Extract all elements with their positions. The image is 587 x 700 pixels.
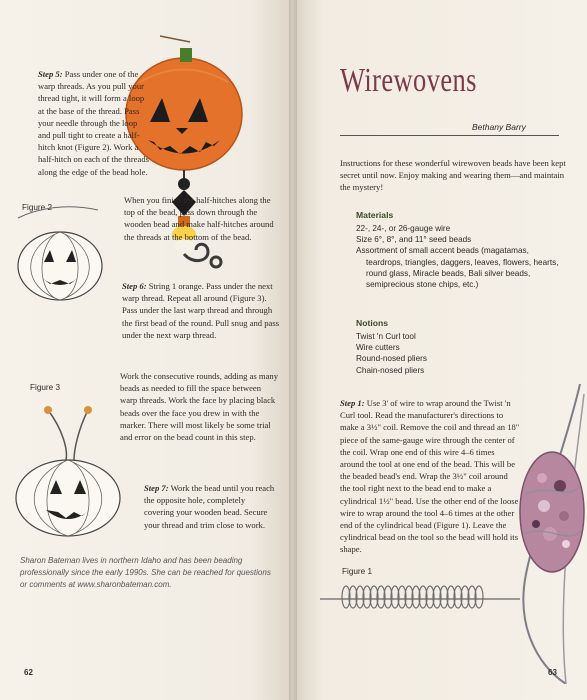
notions-item: Chain-nosed pliers: [356, 365, 425, 375]
article-title: Wirewovens: [340, 62, 477, 99]
figure1-label: Figure 1: [342, 567, 373, 576]
figure3-pumpkin-illustration: [8, 390, 126, 540]
figure2-caption-text: When you finish the half-hitches along the top of the bead, pass down through the wooden bead and make half-hitches around the threads at the bottom of the bead.: [124, 195, 274, 242]
step5-body: Pass under one of the warp threads. As you pull your thread tight, it will form a loop at the base of the thread. Pass your needle through the loop and pull tight to create a half-hitch knot (Figure 2). Work a half-hitch on each of the threads along the edge of the bead hole.: [38, 69, 149, 177]
notions-item: Twist 'n Curl tool: [356, 332, 416, 341]
step7-text: [144, 482, 276, 531]
intro-paragraph: Instructions for these wonderful wirewoven beads have been kept secret until now. Enjoy making and wearing them—and maintain the mystery!: [340, 158, 566, 193]
article-author: Bethany Barry: [472, 122, 526, 132]
book-gutter: [289, 0, 297, 700]
figure1-coil-illustration: [320, 575, 520, 620]
notions-item: Round-nosed pliers: [356, 354, 428, 364]
notions-list: [356, 331, 556, 376]
step6-text: [122, 280, 282, 341]
step5-label: Step 5:: [38, 69, 63, 79]
page-number-right: 63: [548, 668, 557, 677]
title-rule: [340, 135, 559, 136]
right-step1-body: Use 3' of wire to wrap around the Twist 'n Curl tool. Read the manufacturer's directions to make a 3½" coil. Remove the coil and thread an 18" piece of the same-gauge wire through the center of the coil. Wrap one end of this wire 4–6 times around the tool at one end of the bead. This will be the beaded bead's end. Wrap the 3½" coil around the tool right next to the bead end to make a cylindrical 1½" bead. Use the other end of the loose wire to wrap around the tool 4–6 times at the other end of the cylindrical bead (Figure 1). Leave the cylindrical bead on the tool so the bead will hold its shape.: [340, 398, 520, 555]
materials-item: round glass, Miracle beads, Bali silver beads,: [366, 268, 531, 278]
materials-item: Size 6°, 8°, and 11° seed beads: [356, 235, 472, 245]
right-step1-label: Step 1:: [340, 398, 365, 408]
step6-label: Step 6:: [122, 281, 147, 291]
page-number-left: 62: [24, 668, 33, 677]
notions-item: Wire cutters: [356, 343, 400, 353]
wirewoven-bead-photo: [506, 384, 587, 684]
materials-item: 22-, 24-, or 26-gauge wire: [356, 224, 451, 233]
step6-body: String 1 orange. Pass under the next warp thread. Repeat all around (Figure 3). Pass under the last warp thread and through the first bead of the round. Pull snug and pass under the next warp thread.: [122, 281, 280, 340]
figure2-label: Figure 2: [22, 203, 53, 212]
materials-list: [356, 223, 566, 290]
materials-item: teardrops, triangles, daggers, leaves, flowers, hearts,: [366, 257, 559, 267]
author-credit: Sharon Bateman lives in northern Idaho and has been beading professionally since the early 1990s. She can be reached for questions or comments at www.sharonbateman.com.: [20, 556, 271, 589]
materials-item: Assortment of small accent beads (magatamas,: [356, 246, 529, 256]
step7-body: Work the bead until you reach the opposite hole, completely covering your wooden bead. Secure your thread and trim close to work.: [144, 483, 275, 530]
materials-item: semiprecious stone chips, etc.): [366, 280, 479, 290]
rounds-paragraph: Work the consecutive rounds, adding as many beads as needed to fill the space between warp threads. Work the face by placing black beads over the face you drew in with the marker. There will most likely be some trial and error on the bead count in this step.: [120, 371, 279, 443]
step7-label: Step 7:: [144, 483, 169, 493]
notions-heading: Notions: [356, 318, 388, 328]
step5-text: [38, 68, 150, 178]
figure2-pumpkin-illustration: [8, 198, 110, 308]
figure3-label: Figure 3: [30, 383, 61, 392]
right-step1-text: [340, 397, 520, 556]
materials-heading: Materials: [356, 210, 394, 220]
